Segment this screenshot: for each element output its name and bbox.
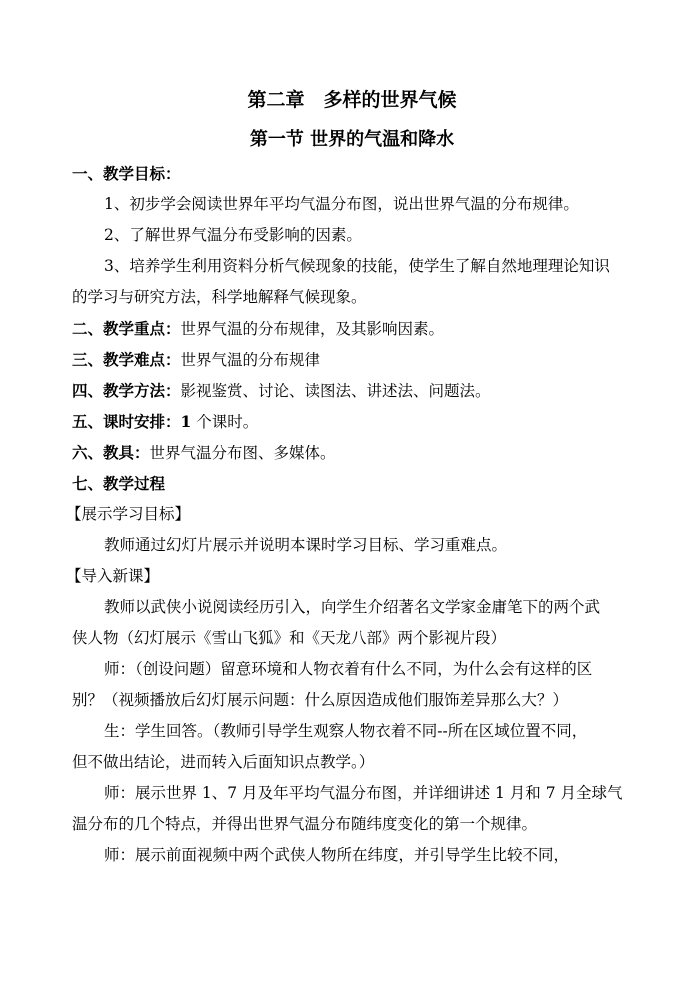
intro-p4-line-2: 温分布的几个特点，并得出世界气温分布随纬度变化的第一个规律。 xyxy=(72,815,538,833)
difficult-points-text: 世界气温的分布规律 xyxy=(180,351,321,369)
intro-p3-line-1: 生：学生回答。（教师引导学生观察人物衣着不同--所在区域位置不同， xyxy=(104,722,588,740)
intro-p3-line-2: 但不做出结论，进而转入后面知识点教学。） xyxy=(72,753,375,771)
document-page xyxy=(66,82,632,871)
teaching-tools-label: 六、教具： xyxy=(72,443,150,462)
difficult-points xyxy=(72,344,632,375)
schedule-text: 个课时。 xyxy=(191,413,259,431)
teaching-methods-label: 四、教学方法： xyxy=(72,381,181,400)
chapter-title: 第二章 多样的世界气候 xyxy=(247,89,457,111)
key-points-label: 二、教学重点： xyxy=(72,319,181,338)
intro-heading: 【导入新课】 xyxy=(66,567,160,585)
intro-p1-line-1: 教师以武侠小说阅读经历引入，向学生介绍著名文学家金庸笔下的两个武 xyxy=(104,598,601,616)
goal-1: 1、初步学会阅读世界年平均气温分布图，说出世界气温的分布规律。 xyxy=(104,195,579,213)
goal-3-line-1: 3、培养学生利用资料分析气候现象的技能，使学生了解自然地理理论知识 xyxy=(104,257,610,275)
intro-p5-line-1: 师：展示前面视频中两个武侠人物所在纬度，并引导学生比较不同， xyxy=(104,846,570,864)
teaching-methods xyxy=(72,375,632,406)
show-goals-heading: 【展示学习目标】 xyxy=(66,505,191,523)
teaching-tools-text: 世界气温分布图、多媒体。 xyxy=(149,444,336,462)
goal-3-line-2: 的学习与研究方法，科学地解释气候现象。 xyxy=(72,288,367,306)
teaching-methods-text: 影视鉴赏、讨论、读图法、讲述法、问题法。 xyxy=(180,382,491,400)
goal-2: 2、了解世界气温分布受影响的因素。 xyxy=(104,226,362,244)
intro-p2-line-2: 别？（视频播放后幻灯展示问题：什么原因造成他们服饰差异那么大？） xyxy=(72,691,569,709)
show-goals-text: 教师通过幻灯片展示并说明本课时学习目标、学习重难点。 xyxy=(104,536,508,554)
schedule-label: 五、课时安排： xyxy=(72,412,181,431)
section-title: 第一节 世界的气温和降水 xyxy=(249,129,455,150)
intro-p1-line-2: 侠人物（幻灯展示《雪山飞狐》和《天龙八部》两个影视片段） xyxy=(72,629,507,647)
goals-heading: 一、教学目标： xyxy=(72,164,181,183)
difficult-points-label: 三、教学难点： xyxy=(72,350,181,369)
intro-p2-line-1: 师：（创设问题）留意环境和人物衣着有什么不同，为什么会有这样的区 xyxy=(104,660,593,678)
key-points-text: 世界气温的分布规律，及其影响因素。 xyxy=(180,320,445,338)
intro-p4-line-1: 师：展示世界 1、7 月及年平均气温分布图，并详细讲述 1 月和 7 月全球气 xyxy=(104,784,623,802)
teaching-tools xyxy=(72,437,632,468)
schedule-number: 1 xyxy=(180,412,192,431)
key-points xyxy=(72,313,632,344)
schedule xyxy=(72,406,632,437)
process-heading: 七、教学过程 xyxy=(72,474,166,493)
